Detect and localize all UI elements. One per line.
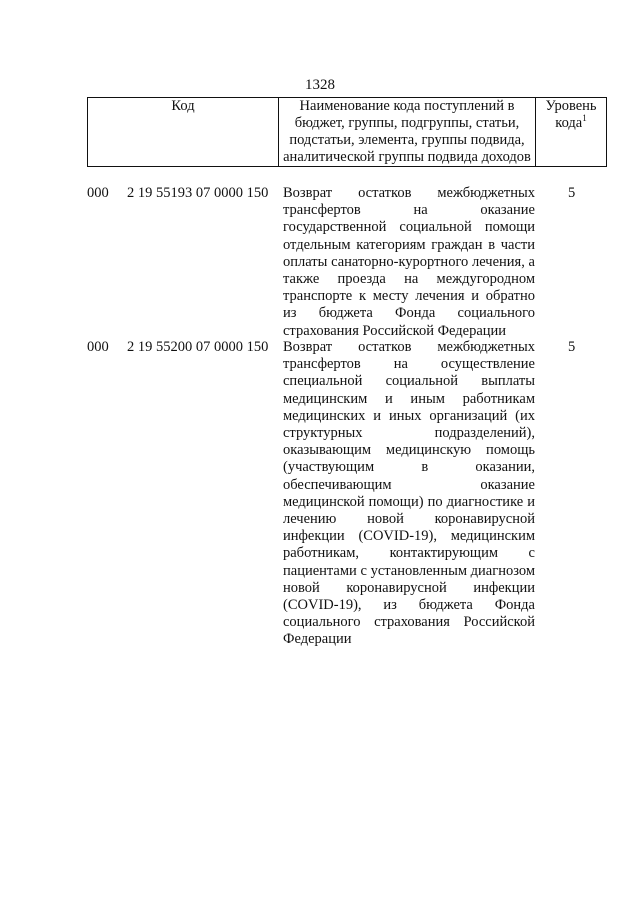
footnote-marker: 1 (582, 113, 587, 124)
page-number: 1328 (305, 77, 335, 93)
header-level (536, 98, 607, 167)
table-row (87, 185, 606, 337)
row-code: 2 19 55200 07 0000 150 (127, 339, 269, 355)
table-row (87, 339, 606, 648)
header-name: Наименование кода поступлений в бюджет, группы, подгруппы, статьи, подстатьи, элемента, группы подвида, аналитической группы подвида доходов (279, 98, 536, 167)
row-level: 5 (568, 185, 576, 201)
row-code: 2 19 55193 07 0000 150 (127, 185, 269, 201)
row-name: Возврат остатков межбюджетных трансфертов на оказание государственной социальной помощи отдельным категориям граждан в части оплаты санаторно-курортного лечения, а также проезда на междугородном транспорте к месту лечения и обратно из бюджета Фонда социального страхования Российской Федерации (283, 185, 535, 339)
row-name: Возврат остатков межбюджетных трансфертов на осуществление специальной социальной выплаты медицинским и иным работникам медицинских и иных организаций (их структурных подразделений), оказывающим медицинскую помощь (участвующим в оказании, обеспечивающим оказание медицинской помощи) по диагностике и лечению новой коронавирусной инфекции (COVID-19), медицинским работникам, контактирующим с пациентами с установленным диагнозом новой коронавирусной инфекции (COVID-19), из бюджета Фонда социального страхования Российской Федерации (283, 339, 535, 648)
table-header (87, 97, 607, 167)
header-level-label: Уровень кода (545, 98, 597, 131)
row-prefix: 000 (87, 185, 109, 201)
header-code: Код (88, 98, 279, 167)
row-level: 5 (568, 339, 576, 355)
row-prefix: 000 (87, 339, 109, 355)
